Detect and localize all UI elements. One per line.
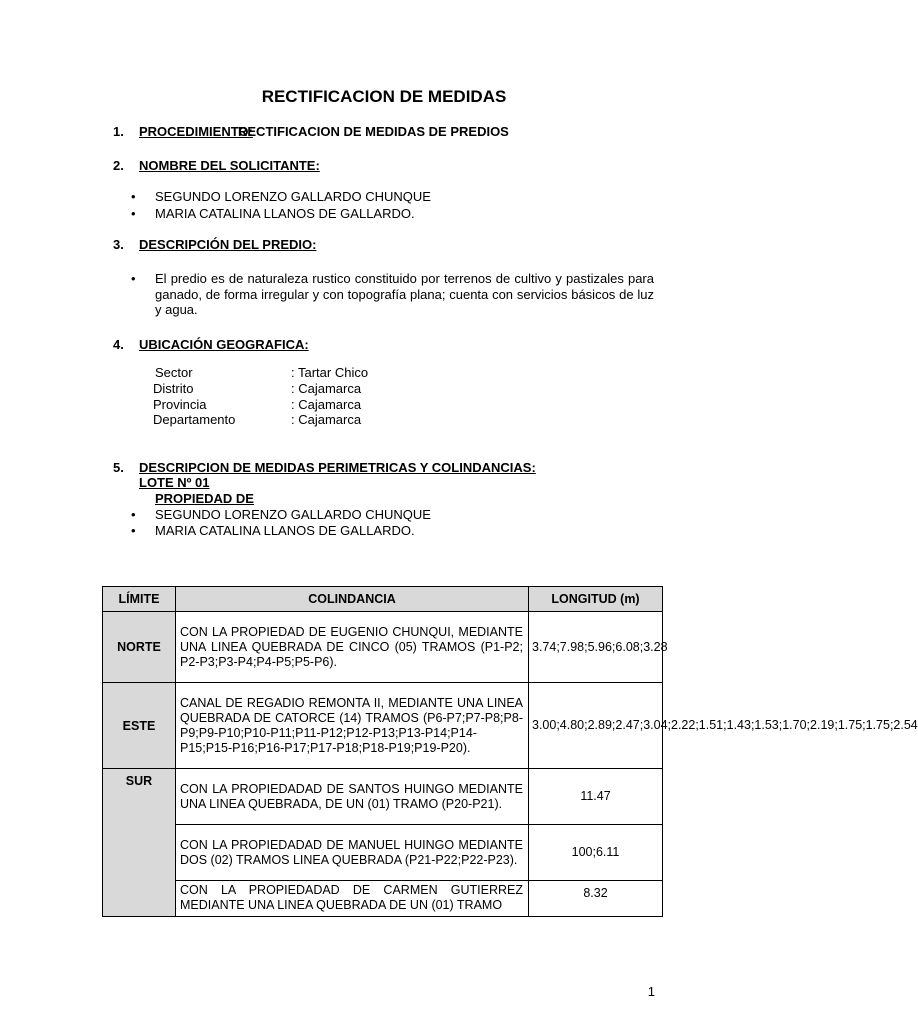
bullet-icon: •	[131, 206, 136, 221]
section-3-number: 3.	[113, 237, 124, 252]
longitud-cell: 3.74;7.98;5.96;6.08;3.28	[529, 612, 663, 683]
solicitante-1: SEGUNDO LORENZO GALLARDO CHUNQUE	[155, 189, 431, 204]
ubicacion-value-distrito: : Cajamarca	[291, 381, 362, 396]
ubicacion-label-provincia: Provincia	[153, 397, 207, 412]
solicitante-2: MARIA CATALINA LLANOS DE GALLARDO.	[155, 206, 415, 221]
propiedad-de-label: PROPIEDAD DE	[155, 491, 254, 506]
section-4-heading: UBICACIÓN GEOGRAFICA:	[139, 337, 309, 352]
longitud-cell: 8.32	[529, 881, 663, 917]
page-number: 1	[647, 984, 655, 999]
ubicacion-label-sector: Sector	[155, 365, 193, 380]
limite-cell: NORTE	[103, 612, 176, 683]
limite-cell: ESTE	[103, 683, 176, 769]
table-header-row	[103, 587, 663, 612]
ubicacion-value-departamento: : Cajamarca	[291, 412, 362, 427]
bullet-icon: •	[131, 189, 136, 204]
table-row	[103, 683, 663, 769]
colindancia-cell: CON LA PROPIEDADAD DE CARMEN GUTIERREZ MEDIANTE UNA LINEA QUEBRADA DE UN (01) TRAMO	[176, 881, 529, 917]
propietario-1: SEGUNDO LORENZO GALLARDO CHUNQUE	[155, 507, 431, 522]
document-title: RECTIFICACION DE MEDIDAS	[261, 87, 507, 106]
section-4-number: 4.	[113, 337, 124, 352]
ubicacion-value-sector: : Tartar Chico	[291, 365, 369, 380]
predio-description: El predio es de naturaleza rustico constituido por terrenos de cultivo y pastizales para ganado, de forma irregular y con topografía plana; cuenta con servicios básicos de luz y agua.	[155, 271, 654, 317]
longitud-cell: 100;6.11	[529, 825, 663, 881]
bullet-icon: •	[131, 271, 136, 286]
header-limite: LÍMITE	[103, 587, 176, 612]
section-5-number: 5.	[113, 460, 124, 475]
section-2-heading: NOMBRE DEL SOLICITANTE:	[139, 158, 320, 173]
ubicacion-value-provincia: : Cajamarca	[291, 397, 362, 412]
header-colindancia: COLINDANCIA	[176, 587, 529, 612]
table-row	[103, 612, 663, 683]
colindancia-cell: CON LA PROPIEDADAD DE MANUEL HUINGO MEDIANTE DOS (02) TRAMOS LINEA QUEBRADA (P21-P22;P22-P23).	[176, 825, 529, 881]
section-2-number: 2.	[113, 158, 124, 173]
table-row	[103, 769, 663, 825]
bullet-icon: •	[131, 523, 136, 538]
colindancia-cell: CON LA PROPIEDAD DE EUGENIO CHUNQUI, MEDIANTE UNA LINEA QUEBRADA DE CINCO (05) TRAMOS (P1-P2; P2-P3;P3-P4;P4-P5;P5-P6).	[176, 612, 529, 683]
section-1-heading: PROCEDIMIENTO:	[139, 124, 253, 139]
propietario-2: MARIA CATALINA LLANOS DE GALLARDO.	[155, 523, 415, 538]
section-5-heading: DESCRIPCION DE MEDIDAS PERIMETRICAS Y COLINDANCIAS:	[139, 460, 536, 475]
section-3-heading: DESCRIPCIÓN DEL PREDIO:	[139, 237, 317, 252]
ubicacion-label-distrito: Distrito	[153, 381, 194, 396]
longitud-cell: 3.00;4.80;2.89;2.47;3.04;2.22;1.51;1.43;1.53;1.70;2.19;1.75;1.75;2.54	[529, 683, 663, 769]
colindancia-cell: CANAL DE REGADIO REMONTA II, MEDIANTE UNA LINEA QUEBRADA DE CATORCE (14) TRAMOS (P6-P7;P7-P8;P8-P9;P9-P10;P10-P11;P11-P12;P12-P13;P13-P14;P14-P15;P15-P16;P16-P17;P17-P18;P18-P19;P19-P20).	[176, 683, 529, 769]
table-row	[103, 881, 663, 917]
header-longitud: LONGITUD (m)	[529, 587, 663, 612]
table-row	[103, 825, 663, 881]
bullet-icon: •	[131, 507, 136, 522]
ubicacion-label-departamento: Departamento	[153, 412, 236, 427]
colindancia-cell: CON LA PROPIEDADAD DE SANTOS HUINGO MEDIANTE UNA LINEA QUEBRADA, DE UN (01) TRAMO (P20-P21).	[176, 769, 529, 825]
lote-label: LOTE Nº 01	[139, 475, 210, 490]
section-1-number: 1.	[113, 124, 124, 139]
section-1-value: RECTIFICACION DE MEDIDAS DE PREDIOS	[238, 124, 509, 139]
longitud-cell: 11.47	[529, 769, 663, 825]
colindancias-table	[102, 586, 918, 917]
limite-cell: SUR	[103, 769, 176, 917]
